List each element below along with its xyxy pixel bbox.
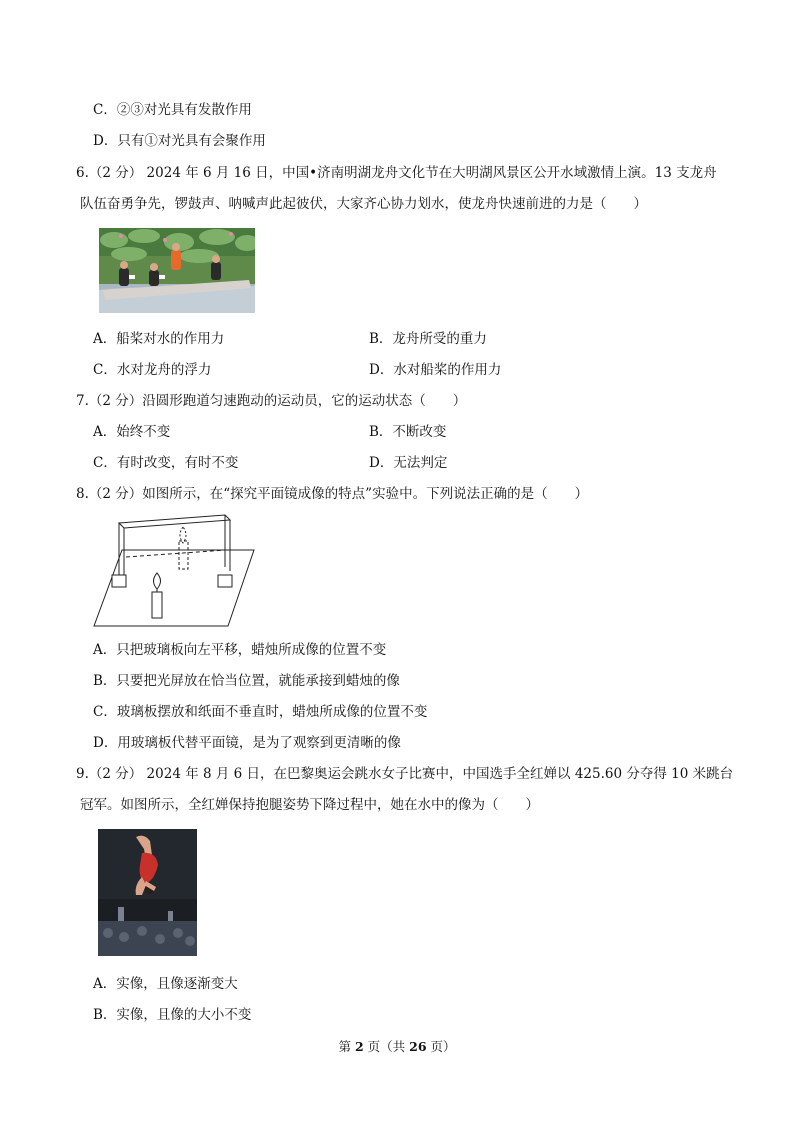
q6-option-d: D．水对船桨的作用力 [369, 362, 502, 378]
q7-stem [76, 391, 466, 411]
q9-stem-line2: 冠军。如图所示，全红婵保持抱腿姿势下降过程中，她在水中的像为（ ） [80, 797, 539, 813]
footer-page-number: 2 [354, 1039, 364, 1054]
q9-stem-line1 [76, 764, 733, 784]
q6-option-c: C．水对龙舟的浮力 [93, 362, 212, 378]
q5-option-d: D．只有①对光具有会聚作用 [93, 133, 266, 149]
q7-option-c: C．有时改变，有时不变 [93, 455, 239, 471]
plane-mirror-diagram [92, 513, 256, 629]
q8-option-a: A．只把玻璃板向左平移，蜡烛所成像的位置不变 [93, 642, 387, 658]
q7-option-d: D．无法判定 [369, 455, 448, 471]
diver-photo [98, 829, 197, 956]
footer-prefix: 第 [338, 1039, 355, 1054]
q6-option-a: A．船桨对水的作用力 [93, 331, 225, 347]
footer-total-pages: 26 [409, 1039, 427, 1054]
q9-number: 9. [76, 766, 89, 782]
q5-option-c: C．②③对光具有发散作用 [93, 102, 252, 118]
dragon-boat-photo [99, 228, 255, 313]
page-footer [0, 1038, 794, 1056]
q9-text-1: （2 分） 2024 年 8 月 6 日，在巴黎奥运会跳水女子比赛中，中国选手全红婵以 425.60 分夺得 10 米跳台 [88, 766, 734, 782]
q6-text-1: （2 分） 2024 年 6 月 16 日，中国•济南明湖龙舟文化节在大明湖风景区公开水域激情上演。13 支龙舟 [88, 165, 717, 181]
q7-option-a: A．始终不变 [93, 424, 171, 440]
q8-option-b: B．只要把光屏放在恰当位置，就能承接到蜡烛的像 [93, 673, 400, 689]
q7-number: 7. [76, 393, 89, 409]
footer-middle: 页（共 [363, 1039, 410, 1054]
q9-option-a: A．实像，且像逐渐变大 [93, 976, 238, 992]
footer-suffix: 页） [426, 1039, 456, 1054]
q8-option-d: D．用玻璃板代替平面镜，是为了观察到更清晰的像 [93, 735, 401, 751]
q7-text: （2 分）沿圆形跑道匀速跑动的运动员，它的运动状态（ ） [88, 393, 467, 409]
q9-option-b: B．实像，且像的大小不变 [93, 1007, 252, 1023]
q8-text: （2 分）如图所示，在“探究平面镜成像的特点”实验中。下列说法正确的是（ ） [88, 486, 589, 502]
q8-option-c: C．玻璃板摆放和纸面不垂直时，蜡烛所成像的位置不变 [93, 704, 428, 720]
q6-stem-line2: 队伍奋勇争先，锣鼓声、呐喊声此起彼伏，大家齐心协力划水，使龙舟快速前进的力是（ ） [80, 196, 647, 212]
q8-number: 8. [76, 486, 89, 502]
q6-option-b: B．龙舟所受的重力 [369, 331, 487, 347]
q6-stem-line1 [76, 163, 717, 183]
q6-number: 6. [76, 165, 89, 181]
q8-stem [76, 484, 588, 504]
q7-option-b: B．不断改变 [369, 424, 447, 440]
